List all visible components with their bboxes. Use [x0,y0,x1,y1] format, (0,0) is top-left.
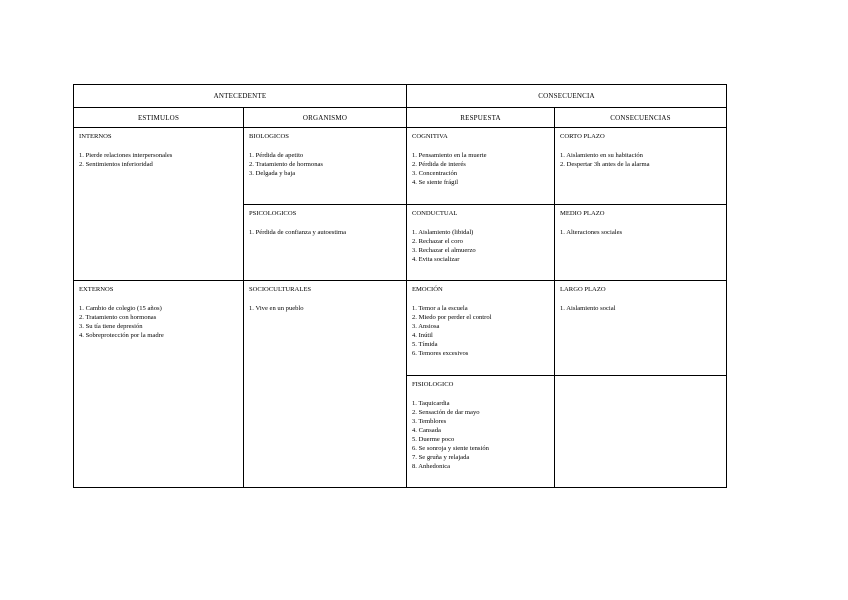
list-item: 1. Cambio de colegio (15 años) [79,305,162,312]
cell-heading: FISIOLOGICO [412,381,454,388]
cell-heading: CONDUCTUAL [412,210,458,217]
list-item: 1. Pérdida de confianza y autoestima [249,229,347,236]
list-item: 6. Se sonroja y siente tensión [412,445,489,452]
cell-medio-plazo [554,204,727,281]
cell-heading: EMOCIÓN [412,286,443,293]
cell-heading: PSICOLOGICOS [249,210,297,217]
cell-internos [73,127,244,281]
list-item: 1. Vive en un pueblo [249,305,304,312]
list-item: 8. Anhedonica [412,463,451,470]
header-respuesta: RESPUESTA [406,107,555,128]
list-item: 1. Aislamiento social [560,305,616,312]
list-item: 4. Sobreprotección por la madre [79,332,164,339]
functional-analysis-table [73,84,727,488]
cell-emocion [406,280,555,376]
list-item: 6. Temores excesivos [412,350,469,357]
cell-heading: CORTO PLAZO [560,133,605,140]
header-estimulos: ESTIMULOS [73,107,244,128]
list-item: 3. Ansiosa [412,323,440,330]
list-item: 3. Rechazar el almuerzo [412,247,476,254]
header-organismo: ORGANISMO [243,107,407,128]
cell-corto-plazo [554,127,727,205]
cell-conductual [406,204,555,281]
list-item: 2. Pérdida de interés [412,161,466,168]
cell-socioculturales [243,280,407,488]
list-item: 3. Temblores [412,418,447,425]
list-item: 2. Sentimientos inferioridad [79,161,153,168]
list-item: 1. Pérdida de apetito [249,152,304,159]
header-consecuencia: CONSECUENCIA [406,84,727,108]
list-item: 1. Temor a la escuela [412,305,468,312]
header-consecuencias: CONSECUENCIAS [554,107,727,128]
cell-heading: MEDIO PLAZO [560,210,605,217]
list-item: 4. Se siente frágil [412,179,459,186]
list-item: 1. Pensamiento en la muerte [412,152,487,159]
cell-empty [554,375,727,488]
list-item: 1. Aislamiento en su habitación [560,152,643,159]
cell-heading: BIOLOGICOS [249,133,289,140]
list-item: 4. Evita socializar [412,256,460,263]
list-item: 2. Sensación de dar mayo [412,409,480,416]
list-item: 3. Delgada y baja [249,170,296,177]
cell-heading: COGNITIVA [412,133,448,140]
list-item: 3. Su tía tiene depresión [79,323,143,330]
list-item: 3. Concentración [412,170,458,177]
cell-heading: EXTERNOS [79,286,114,293]
cell-biologicos [243,127,407,205]
cell-cognitiva [406,127,555,205]
cell-heading: SOCIOCULTURALES [249,286,312,293]
cell-heading: INTERNOS [79,133,112,140]
cell-largo-plazo [554,280,727,376]
list-item: 2. Tratamiento con hormonas [79,314,157,321]
list-item: 5. Tímida [412,341,438,348]
cell-externos [73,280,244,488]
list-item: 5. Duerme poco [412,436,455,443]
list-item: 2. Miedo por perder el control [412,314,492,321]
list-item: 4. Cansada [412,427,441,434]
list-item: 1. Taquicardia [412,400,450,407]
list-item: 2. Rechazar el coro [412,238,463,245]
header-antecedente: ANTECEDENTE [73,84,407,108]
list-item: 7. Se gruña y relajada [412,454,470,461]
cell-psicologicos [243,204,407,281]
list-item: 2. Tratamiento de hormonas [249,161,323,168]
list-item: 2. Despertar 3h antes de la alarma [560,161,650,168]
list-item: 1. Aislamiento (libidal) [412,229,474,236]
cell-heading: LARGO PLAZO [560,286,606,293]
list-item: 1. Alteraciones sociales [560,229,623,236]
list-item: 4. Inútil [412,332,433,339]
cell-fisiologico [406,375,555,488]
list-item: 1. Pierde relaciones interpersonales [79,152,173,159]
